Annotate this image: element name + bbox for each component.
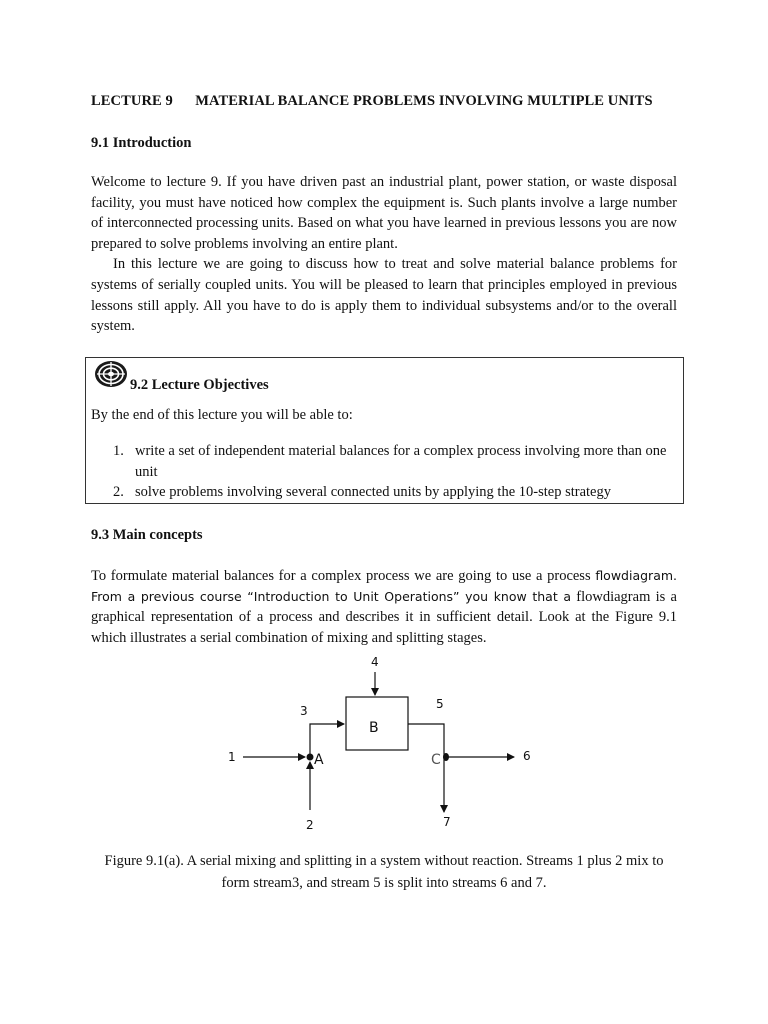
splitter-c-label: C <box>431 752 441 768</box>
main-text-mono: flowdiagram. From a previous course “Introduction to Unit Operations” you know that a <box>91 568 678 604</box>
caption-line-1: Figure 9.1(a). A serial mixing and splitting in a system without reaction. Streams 1 plus 2 mix to <box>104 853 664 869</box>
objectives-heading: 9.2 Lecture Objectives <box>130 377 269 393</box>
unit-b-label: B <box>369 720 379 736</box>
objective-text: solve problems involving several connected units by applying the 10-step strategy <box>135 484 611 501</box>
stream-7-label: 7 <box>443 815 451 829</box>
objectives-lead: By the end of this lecture you will be able to: <box>91 407 353 423</box>
mixer-a-node <box>307 754 314 761</box>
objective-number: 1. <box>113 443 124 459</box>
main-concepts-text <box>91 566 677 648</box>
flow-diagram <box>0 650 768 840</box>
stream-4-label: 4 <box>371 655 379 669</box>
caption-line-2: form stream3, and stream 5 is split into streams 6 and 7. <box>221 875 547 891</box>
objectives-list <box>113 441 673 503</box>
objective-item <box>113 441 673 482</box>
introduction-text <box>91 172 677 337</box>
main-text-end: flowdiagram is a graphical representation of a process and describes it in sufficient detail. Look at the Figure 9.1 which illustrates a serial combination of mixing and splitting stages. <box>91 588 677 646</box>
main-concepts-heading: 9.3 Main concepts <box>91 527 203 543</box>
introduction-heading: 9.1 Introduction <box>91 135 192 151</box>
splitter-c-node <box>443 753 449 761</box>
main-text-start: To formulate material balances for a complex process we are going to use a process <box>91 568 591 584</box>
target-icon <box>94 360 130 390</box>
objective-number: 2. <box>113 484 124 501</box>
stream-5-label: 5 <box>436 697 444 711</box>
introduction-paragraph-2: In this lecture we are going to discuss how to treat and solve material balance problems for systems of serially coupled units. You will be pleased to learn that principles employed in previous lessons still apply. All you have to do is apply them to individual subsystems and/or to the overall system. <box>91 256 677 335</box>
objective-item <box>113 482 673 503</box>
stream-3-label: 3 <box>300 704 308 718</box>
stream-1-label: 1 <box>228 750 236 764</box>
stream-6-label: 6 <box>523 749 531 763</box>
introduction-paragraph-1: Welcome to lecture 9. If you have driven past an industrial plant, power station, or waste disposal facility, you must have noticed how complex the equipment is. Such plants involve a large number of interconnected processing units. Based on what you have learned in previous lessons you are now prepared to solve problems involving an entire plant. <box>91 174 677 252</box>
objective-text: write a set of independent material balances for a complex process involving more than one unit <box>135 443 667 480</box>
lecture-title: LECTURE 9 MATERIAL BALANCE PROBLEMS INVOLVING MULTIPLE UNITS <box>91 93 653 109</box>
main-concepts-paragraph <box>91 566 677 648</box>
stream-2-label: 2 <box>306 818 314 832</box>
mixer-a-label: A <box>314 752 324 768</box>
figure-caption <box>80 850 688 894</box>
